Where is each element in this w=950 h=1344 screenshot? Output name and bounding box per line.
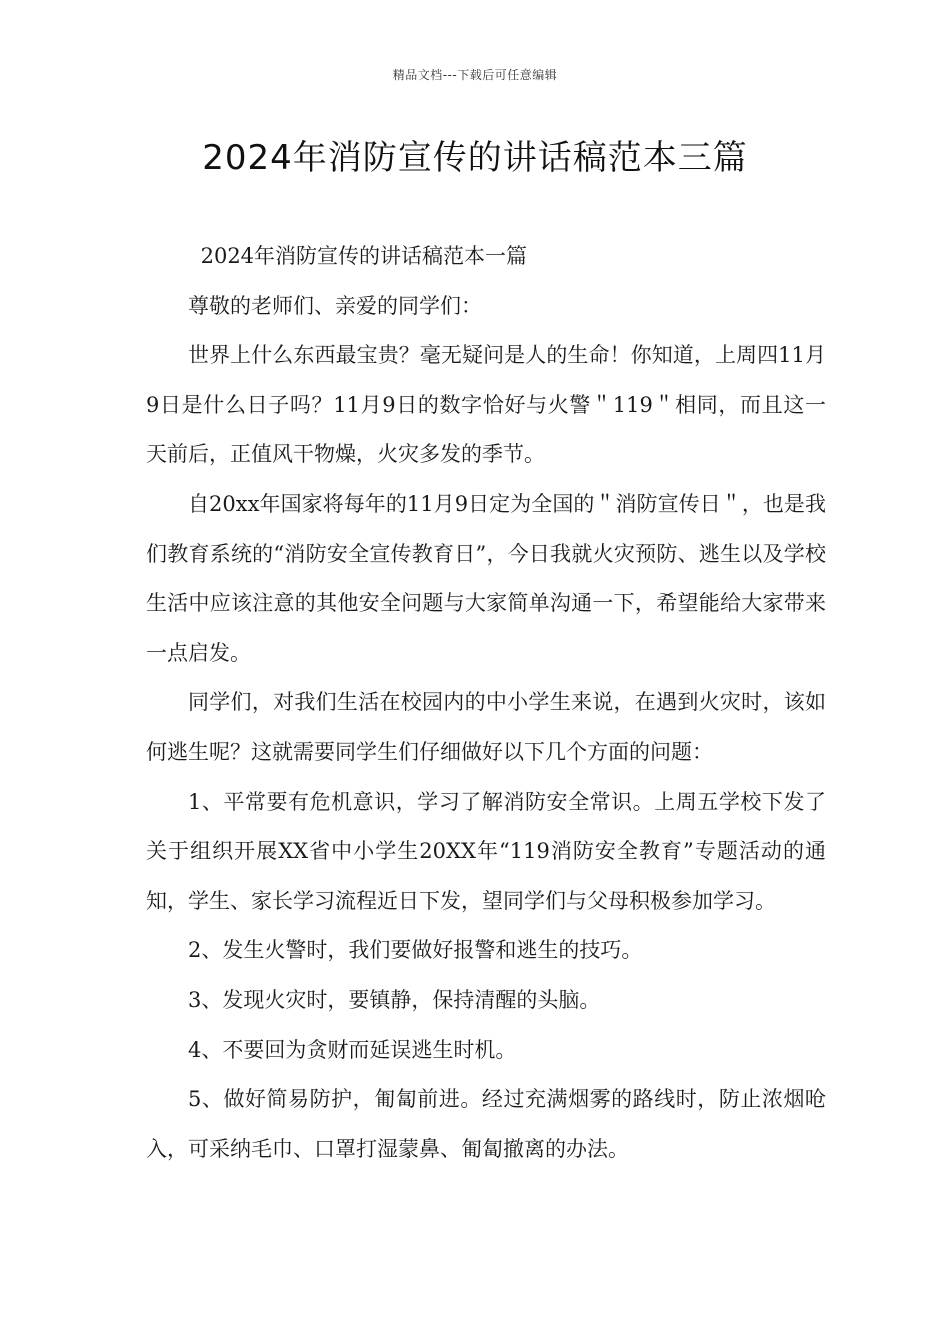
document-body (146, 232, 826, 1174)
paragraph-2: 自20xx年国家将每年的11月9日定为全国的＂消防宣传日＂，也是我们教育系统的“消防安全宣传教育日”，今日我就火灾预防、逃生以及学校生活中应该注意的其他安全问题与大家简单沟通一下，希望能给大家带来一点启发。 (146, 491, 826, 665)
paragraph-3: 同学们，对我们生活在校园内的中小学生来说，在遇到火灾时，该如何逃生呢？这就需要同学生们仔细做好以下几个方面的问题： (146, 690, 826, 764)
list-item-5: 5、做好简易防护，匍匐前进。经过充满烟雾的路线时，防止浓烟呛入，可采纳毛巾、口罩打湿蒙鼻、匍匐撤离的办法。 (146, 1087, 826, 1161)
header-note: 精品文档---下载后可任意编辑 (392, 68, 558, 82)
section-subtitle: 2024年消防宣传的讲话稿范本一篇 (200, 244, 528, 268)
paragraph-1: 世界上什么东西最宝贵？毫无疑问是人的生命！你知道，上周四11月9日是什么日子吗？11月9日的数字恰好与火警＂119＂相同，而且这一天前后，正值风干物燥，火灾多发的季节。 (146, 343, 826, 467)
document-title: 2024年消防宣传的讲话稿范本三篇 (202, 138, 748, 178)
list-item-3: 3、发现火灾时，要镇静，保持清醒的头脑。 (188, 987, 601, 1012)
list-item-4: 4、不要回为贪财而延误逃生时机。 (188, 1037, 517, 1062)
list-item-1: 1、平常要有危机意识，学习了解消防安全常识。上周五学校下发了关于组织开展XX省中小学生20XX年“119消防安全教育”专题活动的通知，学生、家长学习流程近日下发，望同学们与父母积极参加学习。 (146, 789, 826, 913)
paragraph-greeting: 尊敬的老师们、亲爱的同学们： (188, 293, 482, 318)
list-item-2: 2、发生火警时，我们要做好报警和逃生的技巧。 (188, 938, 643, 963)
